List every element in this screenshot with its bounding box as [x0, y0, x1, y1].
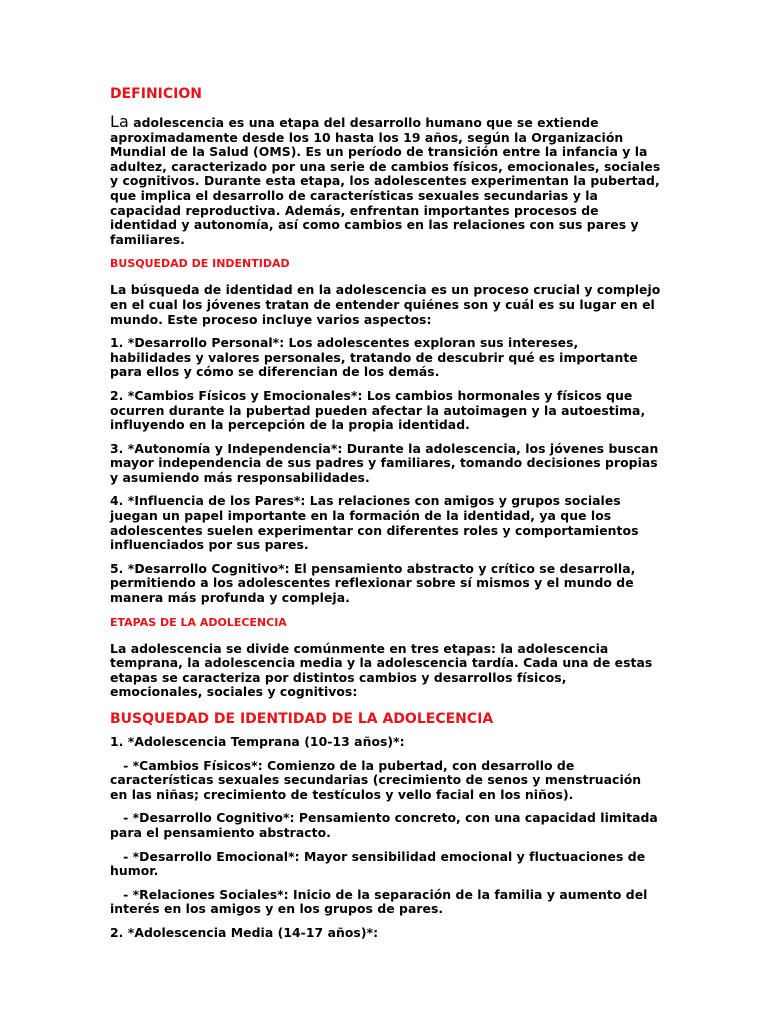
heading-definicion: DEFINICION — [110, 86, 202, 102]
stage1-item-3: - *Desarrollo Emocional*: Mayor sensibilidad emocional y fluctuaciones de humor. — [110, 848, 650, 879]
stage1-item-4: - *Relaciones Sociales*: Inicio de la separación de la familia y aumento del interés en los amigos y en los grupos de pares. — [110, 886, 652, 917]
heading-busqueda-identidad: BUSQUEDAD DE INDENTIDAD — [110, 257, 290, 271]
busqueda-intro-paragraph: La búsqueda de identidad en la adolescencia es un proceso crucial y complejo en el cual los jóvenes tratan de entender quiénes son y cuál es su lugar en el mundo. Este proceso incluye varios aspectos: — [110, 282, 661, 327]
aspect-item-4: 4. *Influencia de los Pares*: Las relaciones con amigos y grupos sociales juegan un papel importante en la formación de la identidad, ya que los adolescentes suelen experimentar con diferentes roles y comportamientos influenciados por sus pares. — [110, 493, 639, 553]
intro-first-word: La — [110, 112, 129, 131]
aspect-item-3: 3. *Autonomía y Independencia*: Durante la adolescencia, los jóvenes buscan mayor independencia de sus padres y familiares, tomando decisiones propias y asumiendo más responsabilidades. — [110, 440, 659, 485]
heading-busqueda-identidad-adolecencia: BUSQUEDAD DE IDENTIDAD DE LA ADOLECENCIA — [110, 711, 494, 727]
etapas-intro-paragraph: La adolescencia se divide comúnmente en tres etapas: la adolescencia temprana, la adolescencia media y la adolescencia tardía. Cada una de estas etapas se caracteriza por distintos cambios y desarrollos físicos, emocionales, sociales y cognitivos: — [110, 640, 653, 700]
heading-etapas: ETAPAS DE LA ADOLECENCIA — [110, 615, 287, 629]
document-page — [110, 84, 662, 950]
aspect-item-1: 1. *Desarrollo Personal*: Los adolescentes exploran sus intereses, habilidades y valores personales, tratando de descubrir qué es importante para ellos y cómo se diferencian de los demás. — [110, 335, 638, 380]
aspect-item-5: 5. *Desarrollo Cognitivo*: El pensamiento abstracto y crítico se desarrolla, permitiendo a los adolescentes reflexionar sobre sí mismos y el mundo de manera más profunda y compleja. — [110, 560, 636, 606]
stage2-title: 2. *Adolescencia Media (14-17 años)*: — [110, 924, 379, 940]
intro-paragraph — [110, 112, 662, 247]
stage1-item-1: - *Cambios Físicos*: Comienzo de la pubertad, con desarrollo de características sexuales secundarias (crecimiento de senos y menstruación en las niñas; crecimiento de testículos y vello facial en los niños). — [110, 757, 646, 802]
stage1-item-2: - *Desarrollo Cognitivo*: Pensamiento concreto, con una capacidad limitada para el pensamiento abstracto. — [110, 810, 663, 840]
aspect-item-2: 2. *Cambios Físicos y Emocionales*: Los cambios hormonales y físicos que ocurren durante la pubertad pueden afectar la autoimagen y la autoestima, influyendo en la percepción de la propia identidad. — [110, 387, 646, 433]
stage1-title: 1. *Adolescencia Temprana (10-13 años)*: — [110, 734, 405, 749]
intro-text: adolescencia es una etapa del desarrollo humano que se extiende aproximadamente desde los 10 hasta los 19 años, según la Organización Mundial de la Salud (OMS). Es un período de transición entre la infancia y la adultez, caracterizado por una serie de cambios físicos, emocionales, sociales y cognitivos. Durante esta etapa, los adolescentes experimentan la pubertad, que implica el desarrollo de características sexuales secundarias y la capacidad reproductiva. Además, enfrentan importantes procesos de identidad y autonomía, así como cambios en las relaciones con sus pares y familiares. — [110, 115, 661, 247]
